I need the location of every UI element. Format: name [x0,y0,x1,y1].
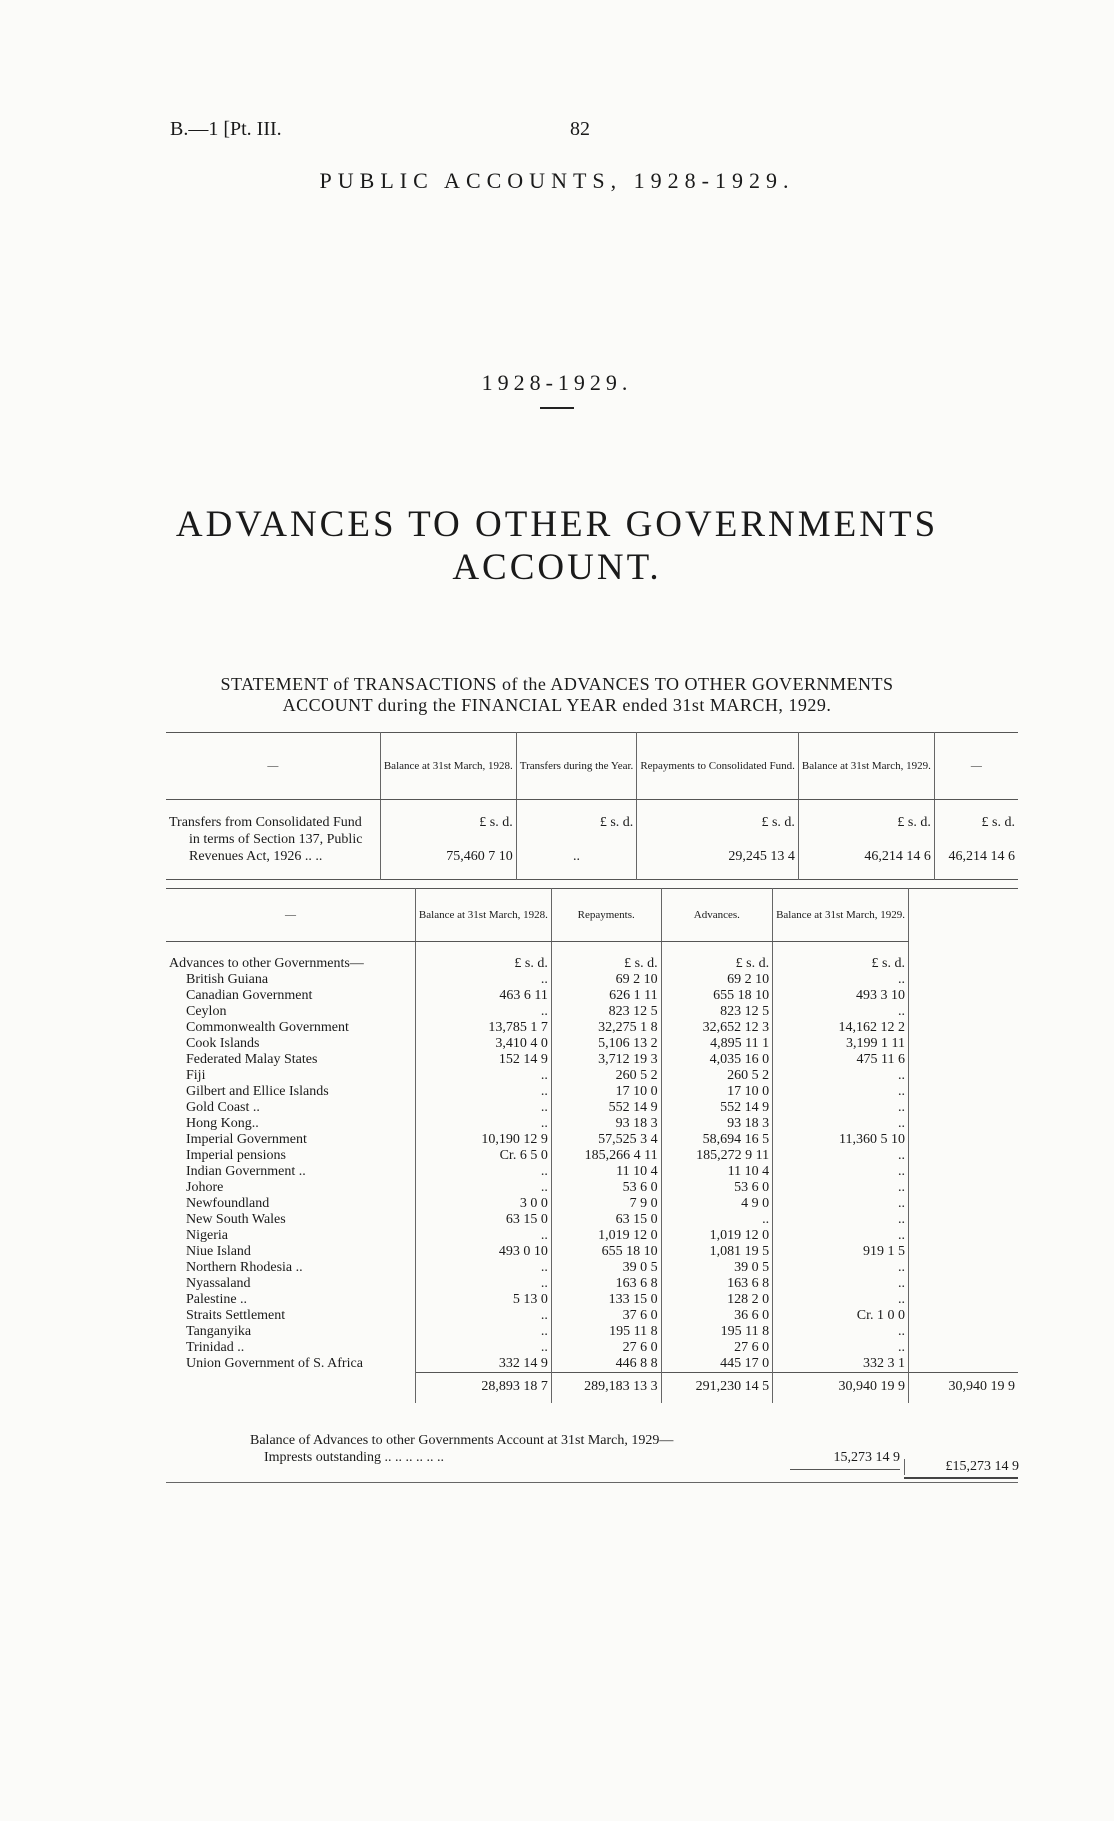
table-row [166,1244,1018,1260]
balance-1929-cell: .. [773,1164,909,1180]
repayments-cell: 17 10 0 [551,1084,661,1100]
table-row [166,1292,1018,1308]
repayments-cell: 37 6 0 [551,1308,661,1324]
repayments-cell: 552 14 9 [551,1100,661,1116]
table-row [166,1116,1018,1132]
government-name: British Guiana [186,972,269,987]
column-header: Repayments. [551,889,661,942]
repayments-cell: 69 2 10 [551,972,661,988]
balance-1928-cell: .. [415,1260,551,1276]
table-row [166,1212,1018,1228]
cell: £ s. d. 46,214 14 6 [798,800,934,880]
advances-cell: 27 6 0 [661,1340,772,1356]
balance-1928-cell: 13,785 1 7 [415,1020,551,1036]
government-name: Union Government of S. Africa [186,1356,363,1371]
balance-caption: Balance of Advances to other Governments Account at 31st March, 1929— [250,1433,674,1448]
advances-cell: 32,652 12 3 [661,1020,772,1036]
table-row [166,1004,1018,1020]
government-name: Commonwealth Government [186,1020,349,1035]
balance-1928-cell: 463 6 11 [415,988,551,1004]
government-name: Indian Government .. [186,1164,306,1179]
balance-1928-cell: .. [415,1116,551,1132]
repayments-cell: 133 15 0 [551,1292,661,1308]
advances-cell: 1,019 12 0 [661,1228,772,1244]
table-row [166,1052,1018,1068]
balance-1929-cell: 919 1 5 [773,1244,909,1260]
government-name: Nigeria [186,1228,228,1243]
closing-balance [166,1433,1018,1473]
balance-1929-cell: 475 11 6 [773,1052,909,1068]
repayments-cell: 57,525 3 4 [551,1132,661,1148]
government-name: Federated Malay States [186,1052,318,1067]
government-name: Ceylon [186,1004,227,1019]
row-label: Transfers from Consolidated Fund in terms of Section 137, Public Revenues Act, 1926 .. .. [169,815,363,864]
cell: £ s. d. 46,214 14 6 [934,800,1018,880]
balance-1929-cell: .. [773,1212,909,1228]
repayments-cell: 7 9 0 [551,1196,661,1212]
account-heading-line1: ADVANCES TO OTHER GOVERNMENTS [175,504,939,545]
government-name: Palestine .. [186,1292,248,1307]
repayments-cell: 626 1 11 [551,988,661,1004]
column-header: Repayments to Consolidated Fund. [637,733,799,800]
table-row [166,1068,1018,1084]
column-header: Balance at 31st March, 1929. [798,733,934,800]
balance-1928-cell: .. [415,1004,551,1020]
repayments-cell: 3,712 19 3 [551,1052,661,1068]
column-header: Balance at 31st March, 1928. [415,889,551,942]
repayments-cell: 163 6 8 [551,1276,661,1292]
advances-cell: 93 18 3 [661,1116,772,1132]
balance-1928-cell: 10,190 12 9 [415,1132,551,1148]
government-name: Hong Kong.. [186,1116,259,1131]
balance-1929-cell: .. [773,1148,909,1164]
column-header: Balance at 31st March, 1929. [773,889,909,942]
advances-cell: 11 10 4 [661,1164,772,1180]
balance-1929-cell: .. [773,1068,909,1084]
advances-cell: 195 11 8 [661,1324,772,1340]
table-row [166,1276,1018,1292]
advances-cell: 39 0 5 [661,1260,772,1276]
balance-1928-cell: .. [415,1324,551,1340]
table-row [166,1020,1018,1036]
balance-1928-cell: 63 15 0 [415,1212,551,1228]
total-cell: 30,940 19 9 [908,1373,1018,1404]
table-row [166,1196,1018,1212]
units: £ s. d. [661,942,772,973]
balance-1929-cell: .. [773,1324,909,1340]
balance-1929-cell: 493 3 10 [773,988,909,1004]
repayments-cell: 185,266 4 11 [551,1148,661,1164]
balance-1929-cell: .. [773,1228,909,1244]
advances-cell: 445 17 0 [661,1356,772,1373]
balance-1928-cell: 3 0 0 [415,1196,551,1212]
group-label: Advances to other Governments— [169,956,364,971]
balance-1928-cell: .. [415,1068,551,1084]
advances-cell: 69 2 10 [661,972,772,988]
advances-cell: 552 14 9 [661,1100,772,1116]
repayments-cell: 655 18 10 [551,1244,661,1260]
total-cell: 291,230 14 5 [661,1373,772,1404]
government-name: Imperial pensions [186,1148,286,1163]
government-name: Niue Island [186,1244,251,1259]
balance-1928-cell: .. [415,1340,551,1356]
advances-rows [166,972,1018,1373]
advances-cell: 1,081 19 5 [661,1244,772,1260]
document-ref: B.—1 [Pt. III. [170,118,282,140]
column-header: — [166,733,380,800]
balance-1928-cell: .. [415,1308,551,1324]
table-row [166,972,1018,988]
table-row [166,1260,1018,1276]
government-name: Nyassaland [186,1276,251,1291]
advances-cell: 260 5 2 [661,1068,772,1084]
balance-1929-cell: .. [773,1116,909,1132]
balance-1929-cell: .. [773,1084,909,1100]
totals-row [166,1373,1018,1404]
table-row [166,1132,1018,1148]
advances-cell: 4,895 11 1 [661,1036,772,1052]
repayments-cell: 5,106 13 2 [551,1036,661,1052]
advances-cell: 823 12 5 [661,1004,772,1020]
repayments-cell: 823 12 5 [551,1004,661,1020]
divider [166,1482,1018,1483]
balance-1928-cell: 5 13 0 [415,1292,551,1308]
government-name: Imperial Government [186,1132,307,1147]
balance-1928-cell: Cr. 6 5 0 [415,1148,551,1164]
imprests-value: 15,273 14 9 [833,1450,900,1465]
government-name: Fiji [186,1068,206,1083]
table-row [166,1324,1018,1340]
advances-cell: .. [661,1212,772,1228]
government-name: Johore [186,1180,224,1195]
table-row [166,1084,1018,1100]
balance-1929-cell: 332 3 1 [773,1356,909,1373]
imprests-label: Imprests outstanding .. .. .. .. .. .. [264,1450,445,1465]
advances-cell: 655 18 10 [661,988,772,1004]
repayments-cell: 27 6 0 [551,1340,661,1356]
repayments-cell: 93 18 3 [551,1116,661,1132]
balance-1928-cell: .. [415,1228,551,1244]
empty-header [908,889,1018,942]
table-row [166,1180,1018,1196]
balance-1929-cell: .. [773,972,909,988]
government-name: Canadian Government [186,988,313,1003]
divider [790,1469,900,1470]
balance-1929-cell: .. [773,1196,909,1212]
government-name: Tanganyika [186,1324,252,1339]
repayments-cell: 260 5 2 [551,1068,661,1084]
balance-1928-cell: .. [415,1276,551,1292]
cell: £ s. d. 29,245 13 4 [637,800,799,880]
balance-1929-cell: .. [773,1340,909,1356]
table-row [166,1148,1018,1164]
repayments-cell: 195 11 8 [551,1324,661,1340]
balance-1928-cell: .. [415,1084,551,1100]
table-row [166,1228,1018,1244]
balance-1929-cell: .. [773,1260,909,1276]
balance-1928-cell: .. [415,1180,551,1196]
balance-1929-cell: .. [773,1292,909,1308]
total-cell: 289,183 13 3 [551,1373,661,1404]
government-name: Straits Settlement [186,1308,286,1323]
table-row [166,1308,1018,1324]
balance-1929-cell: 14,162 12 2 [773,1020,909,1036]
balance-1928-cell: .. [415,972,551,988]
government-name: Gold Coast .. [186,1100,260,1115]
advances-cell: 53 6 0 [661,1180,772,1196]
government-name: New South Wales [186,1212,286,1227]
cell: £ s. d. .. [516,800,637,880]
advances-cell: 36 6 0 [661,1308,772,1324]
advances-cell: 185,272 9 11 [661,1148,772,1164]
table-row [166,1100,1018,1116]
balance-1929-cell: 3,199 1 11 [773,1036,909,1052]
government-name: Northern Rhodesia .. [186,1260,303,1275]
repayments-cell: 53 6 0 [551,1180,661,1196]
balance-1929-cell: .. [773,1276,909,1292]
statement-line1: STATEMENT of TRANSACTIONS of the ADVANCES TO OTHER GOVERNMENTS [220,674,894,694]
balance-1929-cell: Cr. 1 0 0 [773,1308,909,1324]
government-name: Gilbert and Ellice Islands [186,1084,329,1099]
column-header: — [934,733,1018,800]
repayments-cell: 32,275 1 8 [551,1020,661,1036]
table-row [166,1340,1018,1356]
total-cell: 28,893 18 7 [415,1373,551,1404]
advances-cell: 128 2 0 [661,1292,772,1308]
balance-1928-cell: 493 0 10 [415,1244,551,1260]
advances-cell: 4,035 16 0 [661,1052,772,1068]
page-number: 82 [570,118,590,140]
repayments-cell: 446 8 8 [551,1356,661,1373]
advances-cell: 58,694 16 5 [661,1132,772,1148]
balance-1929-cell: 11,360 5 10 [773,1132,909,1148]
financial-year: 1928-1929. [481,370,633,395]
advances-cell: 4 9 0 [661,1196,772,1212]
advances-table [166,888,1018,1403]
page-title: PUBLIC ACCOUNTS, 1928-1929. [319,168,795,193]
balance-1928-cell: .. [415,1100,551,1116]
units: £ s. d. [551,942,661,973]
total-cell: 30,940 19 9 [773,1373,909,1404]
government-name: Newfoundland [186,1196,270,1211]
balance-1929-cell: .. [773,1180,909,1196]
divider [904,1477,1018,1479]
divider [540,407,574,409]
table-row [166,1036,1018,1052]
column-header: Balance at 31st March, 1928. [380,733,516,800]
transfers-table [166,732,1018,880]
units: £ s. d. [415,942,551,973]
balance-1929-cell: .. [773,1004,909,1020]
account-heading-line2: ACCOUNT. [452,547,662,588]
column-header: Advances. [661,889,772,942]
statement-line2: ACCOUNT during the FINANCIAL YEAR ended 31st MARCH, 1929. [282,695,832,715]
balance-1929-cell: .. [773,1100,909,1116]
repayments-cell: 11 10 4 [551,1164,661,1180]
column-header: — [166,889,415,942]
units: £ s. d. [773,942,909,973]
repayments-cell: 1,019 12 0 [551,1228,661,1244]
repayments-cell: 63 15 0 [551,1212,661,1228]
table-row [166,1356,1018,1373]
balance-1928-cell: 152 14 9 [415,1052,551,1068]
column-header: Transfers during the Year. [516,733,637,800]
balance-1928-cell: 332 14 9 [415,1356,551,1373]
balance-1928-cell: 3,410 4 0 [415,1036,551,1052]
advances-cell: 17 10 0 [661,1084,772,1100]
table-row [166,1164,1018,1180]
repayments-cell: 39 0 5 [551,1260,661,1276]
balance-1928-cell: .. [415,1164,551,1180]
final-balance: £15,273 14 9 [904,1459,1019,1475]
advances-cell: 163 6 8 [661,1276,772,1292]
table-row [166,988,1018,1004]
cell: £ s. d. 75,460 7 10 [380,800,516,880]
government-name: Cook Islands [186,1036,260,1051]
government-name: Trinidad .. [186,1340,245,1355]
